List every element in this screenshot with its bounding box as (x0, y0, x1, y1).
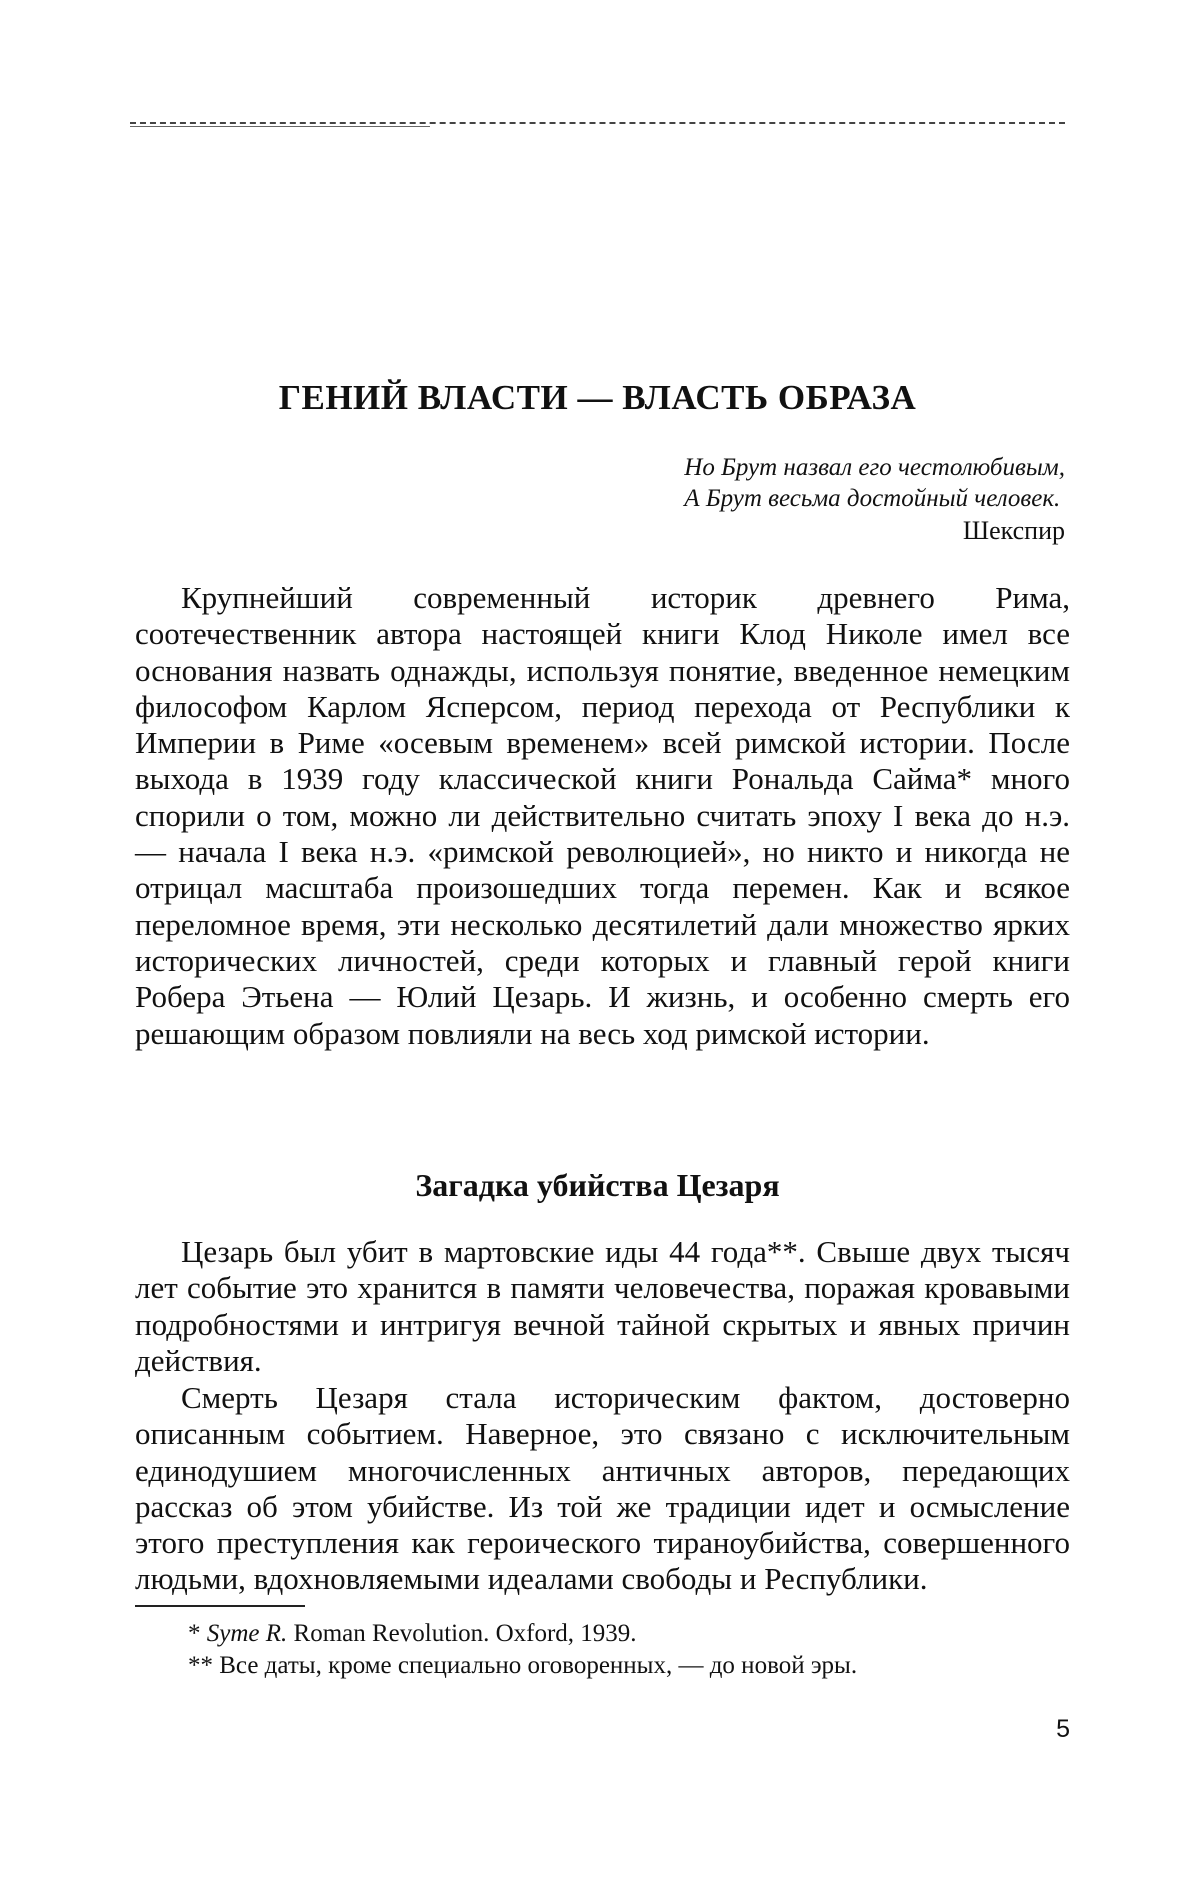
footnote-1-text: Roman Revolution. Oxford, 1939. (294, 1620, 637, 1647)
footnotes (188, 1618, 857, 1682)
epigraph-line-2: А Брут весьма достойный человек. (684, 483, 1065, 514)
murder-paragraph-2-block (135, 1380, 1070, 1598)
footnote-1-marker: * (188, 1620, 201, 1647)
footnote-separator (135, 1605, 305, 1607)
epigraph-line-1: Но Брут назвал его честолюбивым, (684, 452, 1065, 483)
footnote-1 (188, 1618, 857, 1650)
intro-paragraph: Крупнейший современный историк древнего Рима, соотечественник автора настоящей книги Клод Николе имел все основания назвать однажды, используя понятие, введенное немецким философом Карлом Ясперсом, период перехода от Республики к Империи в Риме «осевым временем» всей римской истории. После выхода в 1939 году классической книги Рональда Сайма* много спорили о том, можно ли действительно считать эпоху I века до н.э. — начала I века н.э. «римской революцией», но никто и никогда не отрицал масштаба произошедших тогда перемен. Как и всякое переломное время, эти несколько десятилетий дали множество ярких исторических личностей, среди которых и главный герой книги Робера Этьена — Юлий Цезарь. И жизнь, и особенно смерть его решающим образом повлияли на весь ход римской истории. (135, 580, 1070, 1052)
page-number: 5 (1056, 1715, 1070, 1744)
footnote-1-author: Syme R. (207, 1620, 288, 1647)
epigraph (684, 452, 1065, 514)
section-title: Загадка убийства Цезаря (130, 1167, 1065, 1204)
chapter-title: ГЕНИЙ ВЛАСТИ — ВЛАСТЬ ОБРАЗА (130, 378, 1065, 418)
footnote-2 (188, 1650, 857, 1682)
intro-paragraph-block (135, 580, 1070, 1052)
epigraph-author: Шекспир (963, 515, 1065, 547)
header-rule-secondary (130, 126, 430, 127)
footnote-2-marker: ** (188, 1652, 213, 1679)
murder-paragraph-1: Цезарь был убит в мартовские иды 44 года**. Свыше двух тысяч лет событие это хранится в памяти человечества, поражая кровавыми подробностями и интригуя вечной тайной скрытых и явных причин действия. (135, 1234, 1070, 1379)
header-rule (130, 122, 1065, 124)
murder-paragraph-2: Смерть Цезаря стала историческим фактом, достоверно описанным событием. Наверное, это связано с исключительным единодушием многочисленных античных авторов, передающих рассказ об этом убийстве. Из той же традиции идет и осмысление этого преступления как героического тираноубийства, совершенного людьми, вдохновляемыми идеалами свободы и Республики. (135, 1380, 1070, 1598)
footnote-2-text: Все даты, кроме специально оговоренных, — до новой эры. (219, 1652, 857, 1679)
murder-paragraph-1-block (135, 1234, 1070, 1379)
